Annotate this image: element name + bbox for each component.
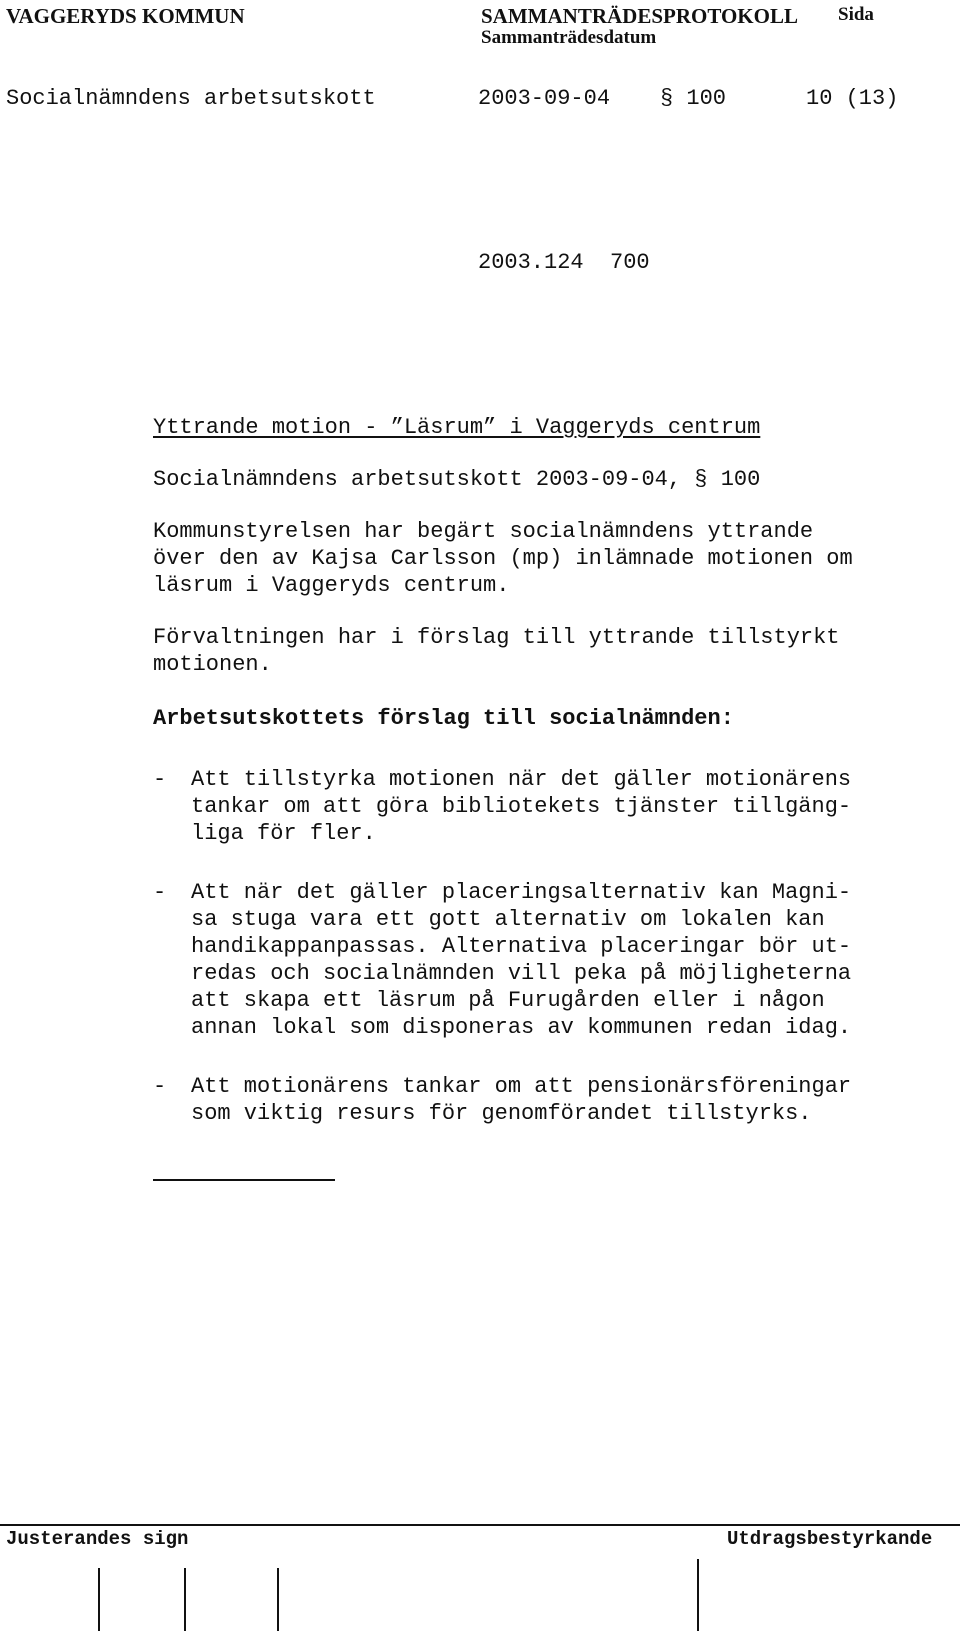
paragraph-2-line-2: motionen. xyxy=(153,652,272,677)
paragraph-1-line-1: Kommunstyrelsen har begärt socialnämndens yttrande xyxy=(153,519,814,544)
org-name: VAGGERYDS KOMMUN xyxy=(6,4,245,28)
footer-certify-label: Utdragsbestyrkande xyxy=(727,1528,933,1550)
bullet-2-line-2: sa stuga vara ett gott alternativ om lokalen kan xyxy=(191,907,825,932)
bullet-3-line-1: Att motionärens tankar om att pensionärsföreningar xyxy=(191,1074,852,1099)
paragraph-1-line-2: över den av Kajsa Carlsson (mp) inlämnade motionen om xyxy=(153,546,853,571)
paragraph-2-line-1: Förvaltningen har i förslag till yttrande tillstyrkt xyxy=(153,625,840,650)
proposal-heading: Arbetsutskottets förslag till socialnämnden: xyxy=(153,706,734,731)
footer-rule xyxy=(0,1524,960,1526)
certification-box-divider xyxy=(697,1559,699,1631)
page-label: Sida xyxy=(838,4,874,25)
meeting-date: 2003-09-04 xyxy=(478,86,611,111)
bullet-2-dash: - xyxy=(153,880,167,905)
bullet-2-line-6: annan lokal som disponeras av kommunen redan idag. xyxy=(191,1015,852,1040)
bullet-3-line-2: som viktig resurs för genomförandet tillstyrks. xyxy=(191,1101,812,1126)
signature-box-divider-3 xyxy=(277,1568,279,1631)
bullet-2-line-5: att skapa ett läsrum på Furugården eller i någon xyxy=(191,988,825,1013)
signature-box-divider-1 xyxy=(98,1568,100,1631)
document-subtitle: Socialnämndens arbetsutskott 2003-09-04, § 100 xyxy=(153,467,761,492)
reference-number: 2003.124 700 xyxy=(478,250,650,275)
paragraph-number: § 100 xyxy=(660,86,727,111)
section-separator xyxy=(153,1179,335,1181)
bullet-2-line-1: Att när det gäller placeringsalternativ kan Magni- xyxy=(191,880,852,905)
signature-box-divider-2 xyxy=(184,1568,186,1631)
paragraph-1-line-3: läsrum i Vaggeryds centrum. xyxy=(153,573,510,598)
bullet-2-line-4: redas och socialnämnden vill peka på möjligheterna xyxy=(191,961,852,986)
bullet-1-dash: - xyxy=(153,767,167,792)
bullet-1-line-3: liga för fler. xyxy=(191,821,376,846)
bullet-3-dash: - xyxy=(153,1074,167,1099)
page-number: 10 (13) xyxy=(806,86,899,111)
bullet-1-line-2: tankar om att göra bibliotekets tjänster tillgäng- xyxy=(191,794,852,819)
committee-name: Socialnämndens arbetsutskott xyxy=(6,86,376,111)
bullet-1-line-1: Att tillstyrka motionen när det gäller motionärens xyxy=(191,767,852,792)
document-title: Yttrande motion - ”Läsrum” i Vaggeryds centrum xyxy=(153,415,761,440)
date-label: Sammanträdesdatum xyxy=(481,27,657,48)
doc-type: SAMMANTRÄDESPROTOKOLL xyxy=(481,4,798,28)
bullet-2-line-3: handikappanpassas. Alternativa placeringar bör ut- xyxy=(191,934,852,959)
footer-sign-label: Justerandes sign xyxy=(6,1528,189,1550)
